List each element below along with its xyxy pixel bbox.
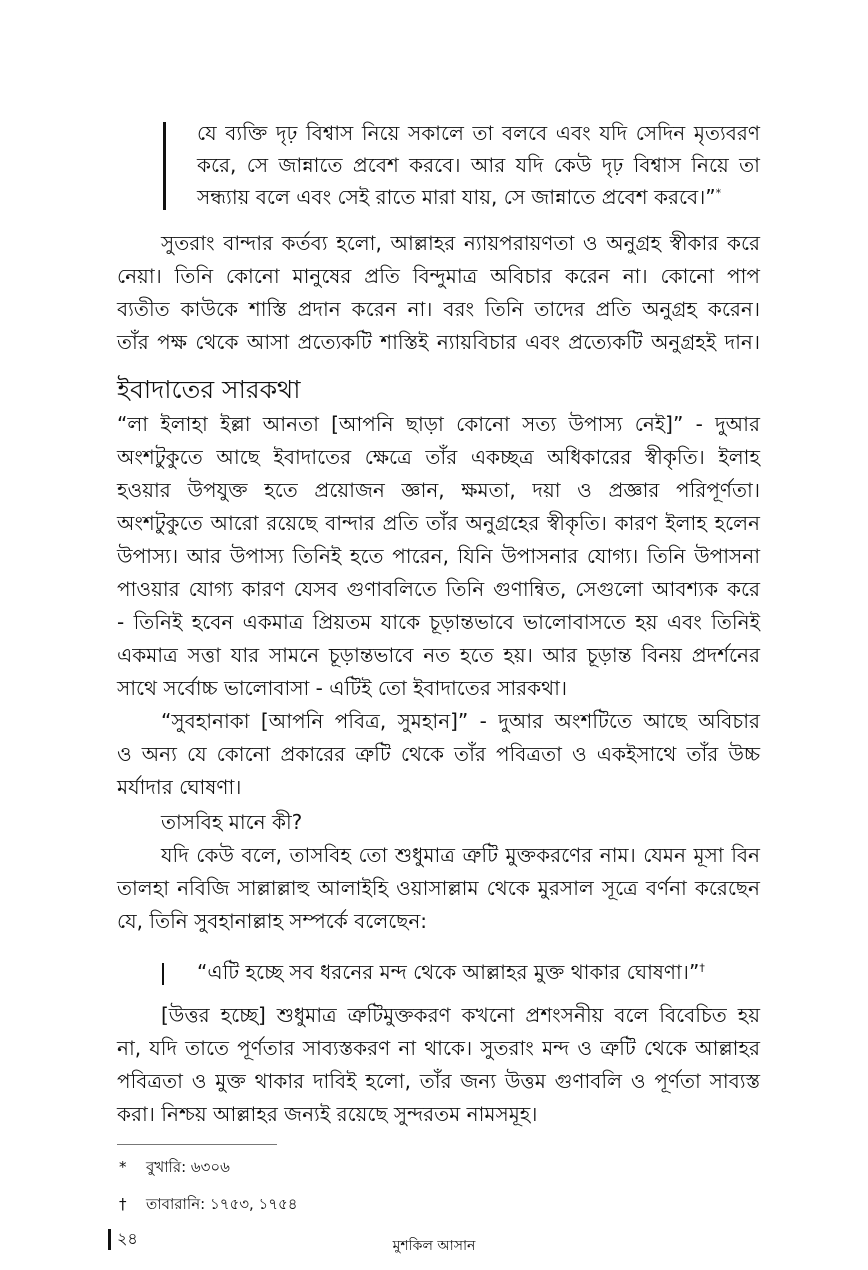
quote2-text: “এটি হচ্ছে সব ধরনের মন্দ থেকে আল্লাহর মুক্ত থাকার ঘোষণা।” (197, 960, 700, 984)
para2-line-5: উপাস্য। আর উপাস্য তিনিই হতে পারেন, যিনি উপাসনার যোগ্য। তিনি উপাসনা (117, 544, 760, 568)
para2-line-1: “লা ইলাহা ইল্লা আনতা [আপনি ছাড়া কোনো সত্য উপাস্য নেই]” - দুআর (117, 412, 760, 436)
quote1-line-2: করে, সে জান্নাতে প্রবেশ করবে। আর যদি কেউ দৃঢ় বিশ্বাস নিয়ে তা (197, 153, 760, 177)
footnote-ref-1: * (715, 186, 722, 200)
para5-line-2: তালহা নবিজি সাল্লাল্লাহু আলাইহি ওয়াসাল্লাম থেকে মুরসাল সূত্রে বর্ণনা করেছেন (117, 876, 760, 900)
paragraph-4: তাসবিহ মানে কী? (161, 810, 303, 834)
footnote-divider (117, 1144, 277, 1145)
para1-line-1: সুতরাং বান্দার কর্তব্য হলো, আল্লাহর ন্যায়পরায়ণতা ও অনুগ্রহ স্বীকার করে (161, 231, 760, 255)
footnote-2-text: তাবারানি: ১৭৫৩, ১৭৫৪ (146, 1195, 298, 1213)
para6-line-3: পবিত্রতা ও মুক্ত থাকার দাবিই হলো, তাঁর জন্য উত্তম গুণাবলি ও পূর্ণতা সাব্যস্ত (117, 1069, 760, 1093)
para6-line-4: করা। নিশ্চয় আল্লাহর জন্যই রয়েছে সুন্দরতম নামসমূহ। (117, 1102, 538, 1126)
para1-line-4: তাঁর পক্ষ থেকে আসা প্রত্যেকটি শাস্তিই ন্যায়বিচার এবং প্রত্যেকটি অনুগ্রহই দান। (117, 330, 760, 354)
quote1-line-3 (197, 182, 760, 212)
para3-line-1: “সুবহানাকা [আপনি পবিত্র, সুমহান]” - দুআর অংশটিতে আছে অবিচার (161, 709, 760, 733)
para2-line-9: সাথে সর্বোচ্চ ভালোবাসা - এটিই তো ইবাদাতের সারকথা। (117, 676, 568, 700)
para2-line-8: একমাত্র সত্তা যার সামনে চূড়ান্তভাবে নত হতে হয়। আর চূড়ান্ত বিনয় প্রদর্শনের (117, 643, 760, 667)
para3-line-2: ও অন্য যে কোনো প্রকারের ত্রুটি থেকে তাঁর পবিত্রতা ও একইসাথে তাঁর উচ্চ (117, 742, 760, 766)
quote1-line-1: যে ব্যক্তি দৃঢ় বিশ্বাস নিয়ে সকালে তা বলবে এবং যদি সেদিন মৃত্যবরণ (197, 121, 760, 145)
para6-line-2: না, যদি তাতে পূর্ণতার সাব্যস্তকরণ না থাকে। সুতরাং মন্দ ও ত্রুটি থেকে আল্লাহর (117, 1036, 760, 1060)
para2-line-4: অংশটুকুতে আরো রয়েছে বান্দার প্রতি তাঁর অনুগ্রহের স্বীকৃতি। কারণ ইলাহ হলেন (117, 511, 760, 535)
para5-line-1: যদি কেউ বলে, তাসবিহ তো শুধুমাত্র ত্রুটি মুক্তকরণের নাম। যেমন মূসা বিন (161, 843, 760, 867)
running-title: মুশকিল আসান (392, 1238, 476, 1254)
para5-line-3: যে, তিনি সুবহানাল্লাহ সম্পর্কে বলেছেন: (117, 909, 428, 933)
para1-line-3: ব্যতীত কাউকে শাস্তি প্রদান করেন না। বরং তিনি তাদের প্রতি অনুগ্রহ করেন। (117, 297, 760, 321)
quote1-line-3-text: সন্ধ্যায় বলে এবং সেই রাতে মারা যায়, সে জান্নাতে প্রবেশ করবে।” (197, 185, 716, 209)
para1-line-2: নেয়া। তিনি কোনো মানুষের প্রতি বিন্দুমাত্র অবিচার করেন না। কোনো পাপ (117, 264, 760, 288)
footnote-2-mark: † (119, 1195, 127, 1213)
quote2-line (197, 957, 705, 987)
para2-line-3: হওয়ার উপযুক্ত হতে প্রয়োজন জ্ঞান, ক্ষমতা, দয়া ও প্রজ্ঞার পরিপূর্ণতা। (117, 478, 760, 502)
para6-line-1: [উত্তর হচ্ছে] শুধুমাত্র ত্রুটিমুক্তকরণ কখনো প্রশংসনীয় বলে বিবেচিত হয় (161, 1003, 760, 1027)
footnote-1-text: বুখারি: ৬৩০৬ (146, 1158, 230, 1176)
para3-line-3: মর্যাদার ঘোষণা। (117, 775, 242, 799)
section-heading: ইবাদাতের সারকথা (117, 375, 301, 404)
page-number: ২৪ (117, 1229, 138, 1248)
footnote-ref-2: † (699, 961, 705, 975)
para2-line-2: অংশটুকুতে আছে ইবাদাতের ক্ষেত্রে তাঁর একচ্ছত্র অধিকারের স্বীকৃতি। ইলাহ (117, 445, 760, 469)
quote-bar (163, 122, 166, 210)
para2-line-7: - তিনিই হবেন একমাত্র প্রিয়তম যাকে চূড়ান্তভাবে ভালোবাসতে হয় এবং তিনিই (117, 610, 760, 634)
para2-line-6: পাওয়ার যোগ্য কারণ যেসব গুণাবলিতে তিনি গুণান্বিত, সেগুলো আবশ্যক করে (117, 577, 760, 601)
quote-bar-short (162, 963, 164, 985)
footnote-1-mark: * (119, 1158, 127, 1176)
